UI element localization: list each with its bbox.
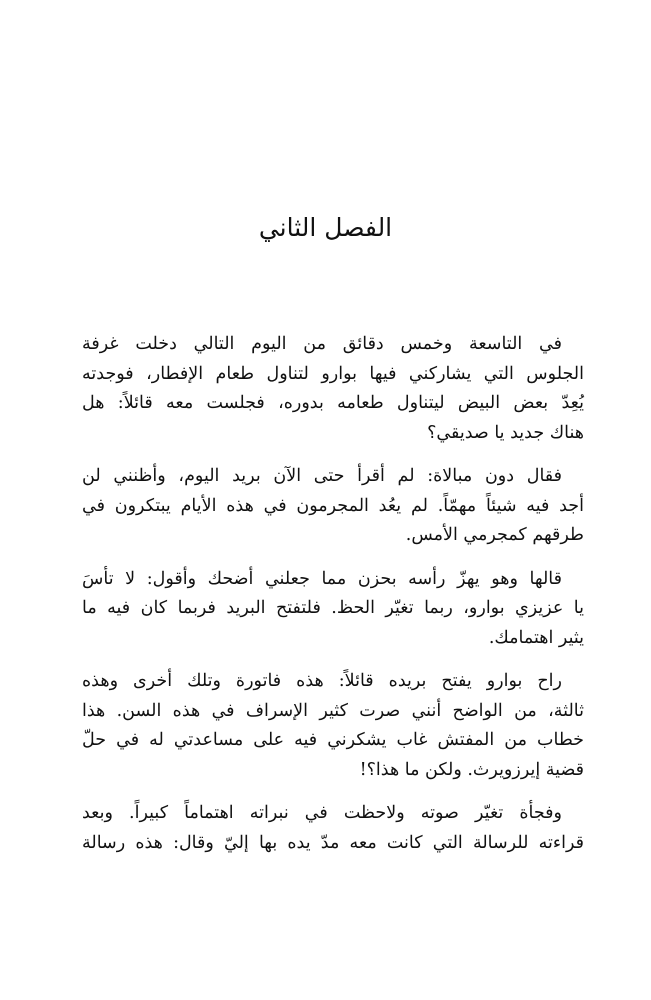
text-line: قراءته للرسالة التي كانت معه مدّ يده بها إليّ وقال: هذه رسالة	[82, 832, 584, 853]
paragraph-4	[82, 667, 584, 785]
text-line: فقال دون مبالاة: لم أقرأ حتى الآن بريد اليوم، وأظنني لن	[82, 466, 562, 486]
text-line: يثير اهتمامك.	[488, 627, 584, 648]
text-line: يا عزيزي بوارو، ربما تغيّر الحظ. فلتفتح البريد فربما كان فيه ما	[82, 598, 584, 618]
text-line: قضية إيرزويرث. ولكن ما هذا؟!	[359, 759, 584, 780]
paragraph-5	[82, 799, 584, 858]
chapter-title: الفصل الثاني	[258, 213, 393, 242]
text-line: ثالثة، من الواضح أنني صرت كثير الإسراف في هذه السن. هذا	[82, 700, 584, 721]
text-line: وفجأة تغيّر صوته ولاحظت في نبراته اهتماماً كبيراً. وبعد	[82, 803, 562, 823]
text-line: راح بوارو يفتح بريده قائلاً: هذه فاتورة وتلك أخرى وهذه	[82, 671, 562, 691]
text-line: في التاسعة وخمس دقائق من اليوم التالي دخلت غرفة	[82, 334, 562, 354]
paragraph-1	[82, 330, 584, 448]
text-line: يُعِدّ بعض البيض ليتناول طعامه بدوره، فجلست معه قائلاً: هل	[82, 393, 584, 413]
text-line: الجلوس التي يشاركني فيها بوارو لتناول طعام الإفطار، فوجدته	[82, 363, 584, 384]
text-line: أجد فيه شيئاً مهمّاً. لم يعُد المجرمون في هذه الأيام يبتكرون في	[82, 495, 584, 516]
text-line: طرقهم كمجرمي الأمس.	[405, 525, 584, 545]
paragraph-3	[82, 565, 584, 654]
chapter-body	[82, 330, 584, 872]
text-line: هناك جديد يا صديقي؟	[427, 422, 584, 443]
text-line: خطاب من المفتش غاب يشكرني فيه على مساعدتي له في حلّ	[82, 730, 584, 750]
paragraph-2	[82, 462, 584, 551]
text-line: قالها وهو يهزّ رأسه بحزن مما جعلني أضحك وأقول: لا تأسَ	[82, 568, 562, 589]
